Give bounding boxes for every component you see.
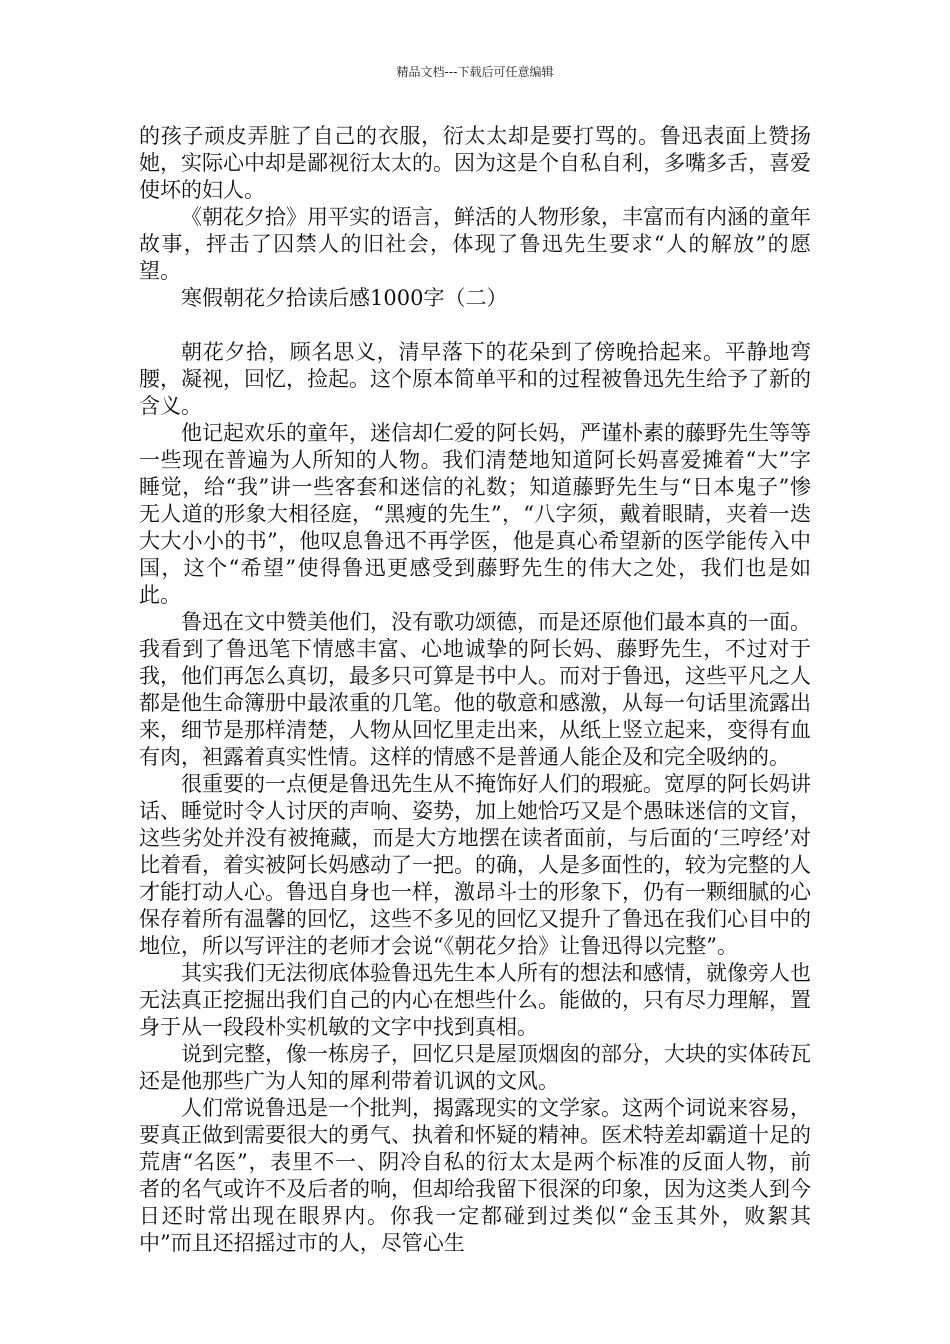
- paragraph-2: 《朝花夕拾》用平实的语言，鲜活的人物形象，丰富而有内涵的童年故事，抨击了囚禁人的旧社会，体现了鲁迅先生要求“人的解放”的愿望。: [139, 205, 811, 283]
- paragraph-3: 朝花夕拾，顾名思义，清早落下的花朵到了傍晚拾起来。平静地弯腰，凝视，回忆，捡起。这个原本简单平和的过程被鲁迅先生给予了新的含义。: [139, 340, 811, 418]
- page-header: 精品文档---下载后可任意编辑: [396, 65, 554, 79]
- paragraph-7: 其实我们无法彻底体验鲁迅先生本人所有的想法和感情，就像旁人也无法真正挖掘出我们自己的内心在想些什么。能做的，只有尽力理解，置身于从一段段朴实机敏的文字中找到真相。: [139, 961, 811, 1039]
- document-body: [139, 123, 811, 1257]
- paragraph-4: 他记起欢乐的童年，迷信却仁爱的阿长妈，严谨朴素的藤野先生等等一些现在普遍为人所知的人物。我们清楚地知道阿长妈喜爱摊着“大”字睡觉，给“我”讲一些客套和迷信的礼数；知道藤野先生与“日本鬼子”惨无人道的形象大相径庭，“黑瘦的先生”，“八字须，戴着眼睛，夹着一迭大大小小的书”，他叹息鲁迅不再学医，他是真心希望新的医学能传入中国，这个“希望”使得鲁迅更感受到藤野先生的伟大之处，我们也是如此。: [139, 421, 811, 607]
- blank-line: [139, 312, 811, 339]
- paragraph-6: 很重要的一点便是鲁迅先生从不掩饰好人们的瑕疵。宽厚的阿长妈讲话、睡觉时令人讨厌的声响、姿势，加上她恰巧又是个愚昧迷信的文盲，这些劣处并没有被掩藏，而是大方地摆在读者面前，与后面的‘三哼经’对比着看，着实被阿长妈感动了一把。的确，人是多面性的，较为完整的人才能打动人心。鲁迅自身也一样，激昂斗士的形象下，仍有一颗细腻的心保存着所有温馨的回忆，这些不多见的回忆又提升了鲁迅在我们心目中的地位，所以写评注的老师才会说“《朝花夕拾》让鲁迅得以完整”。: [139, 772, 811, 958]
- paragraph-5: 鲁迅在文中赞美他们，没有歌功颂德，而是还原他们最本真的一面。我看到了鲁迅笔下情感丰富、心地诚挚的阿长妈、藤野先生，不过对于我，他们再怎么真切，最多只可算是书中人。而对于鲁迅，这些平凡之人都是他生命簿册中最浓重的几笔。他的敬意和感激，从每一句话里流露出来，细节是那样清楚，人物从回忆里走出来，从纸上竖立起来，变得有血有肉，袒露着真实性情。这样的情感不是普通人能企及和完全吸纳的。: [139, 610, 811, 769]
- paragraph-1: 的孩子顽皮弄脏了自己的衣服，衍太太却是要打骂的。鲁迅表面上赞扬她，实际心中却是鄙视衍太太的。因为这是个自私自利，多嘴多舌，喜爱使坏的妇人。: [139, 124, 811, 202]
- paragraph-8: 说到完整，像一栋房子，回忆只是屋顶烟囱的部分，大块的实体砖瓦还是他那些广为人知的犀利带着讥讽的文风。: [139, 1042, 811, 1093]
- section-title: 寒假朝花夕拾读后感1000字（二）: [181, 286, 508, 310]
- paragraph-9: 人们常说鲁迅是一个批判，揭露现实的文学家。这两个词说来容易，要真正做到需要很大的勇气、执着和怀疑的精神。医术特差却霸道十足的荒唐“名医”，表里不一、阴冷自私的衍太太是两个标准的反面人物，前者的名气或许不及后者的响，但却给我留下很深的印象，因为这类人到今日还时常出现在眼界内。你我一定都碰到过类似“金玉其外，败絮其中”而且还招摇过市的人，尽管心生: [139, 1096, 811, 1255]
